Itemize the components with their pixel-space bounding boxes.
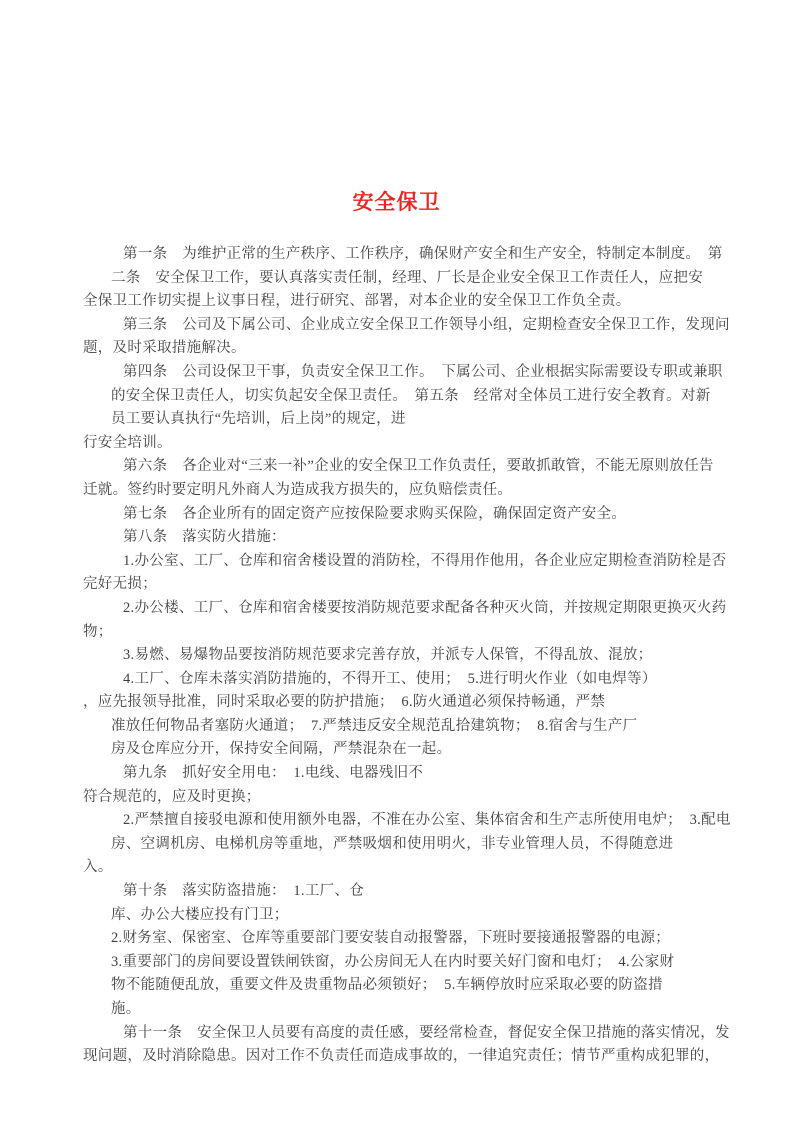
- text-line: 准放任何物品者塞防火通道； 7.严禁违反安全规范乱拾建筑物； 8.宿舍与生产厂: [111, 717, 638, 734]
- text-line: 2.严禁擅自接驳电源和使用额外电器，不准在办公室、集体宿舍和生产志所使用电炉； 3.配电: [123, 812, 731, 829]
- text-line: 行安全培训。: [83, 434, 172, 451]
- text-line: 第七条 各企业所有的固定资产应按保险要求购买保险，确保固定资产安全。: [123, 505, 627, 522]
- text-line: 3.重要部门的房间要设置铁闸铁窗，办公房间无人在内时要关好门窗和电灯； 4.公家财: [111, 953, 675, 970]
- text-line: 现问题，及时消除隐患。因对工作不负责任而造成事故的，一律追究责任；情节严重构成犯罪的，: [83, 1048, 720, 1065]
- text-line: 物不能随便乱放，重要文件及贵重物品必须锁好； 5.车辆停放时应采取必要的防盗措: [111, 977, 663, 994]
- text-line: 第三条 公司及下属公司、企业成立安全保卫工作领导小组，定期检查安全保卫工作，发现问: [123, 316, 730, 333]
- text-line: ，应先报领导批准，同时采取必要的防护措施； 6.防火通道必须保持畅通，严禁: [83, 694, 606, 711]
- text-line: 2.办公楼、工厂、仓库和宿舍楼要按消防规范要求配备各种灭火筒，并按规定期限更换灭火药: [123, 599, 727, 616]
- text-line: 1.办公室、工厂、仓库和宿舍楼设置的消防栓，不得用作他用，各企业应定期检查消防栓是否: [123, 552, 727, 569]
- text-line: 第十条 落实防盗措施： 1.工厂、仓: [123, 883, 365, 900]
- text-line: 全保卫工作切实提上议事日程，进行研究、部署，对本企业的安全保卫工作负全责。: [83, 293, 631, 310]
- text-line: 施。: [111, 1001, 141, 1017]
- text-line: 第十一条 安全保卫人员要有高度的责任感，要经常检查，督促安全保卫措施的落实情况，发: [123, 1024, 730, 1041]
- text-line: 二条 安全保卫工作，要认真落实责任制，经理、厂长是企业安全保卫工作责任人，应把安: [111, 269, 703, 286]
- text-line: 员工要认真执行“先培训，后上岗”的规定，进: [111, 411, 406, 428]
- text-line: 入。: [83, 859, 113, 876]
- text-line: 2.财务室、保密室、仓库等重要部门要安装自动报警器，下班时要接通报警器的电源；: [111, 930, 671, 947]
- text-line: 第四条 公司设保卫干事，负责安全保卫工作。 下属公司、企业根据实际需要设专职或兼职: [123, 363, 723, 380]
- text-line: 第八条 落实防火措施：: [123, 529, 286, 546]
- document-title: 安全保卫: [352, 190, 441, 214]
- text-line: 4.工厂、仓库未落实消防措施的，不得开工、使用； 5.进行明火作业（如电焊等）: [123, 670, 657, 687]
- text-line: 第一条 为维护正常的生产秩序、工作秩序，确保财产安全和生产安全，特制定本制度。 第: [123, 246, 723, 262]
- text-line: 房及仓库应分开，保持安全间隔，严禁混杂在一起。: [111, 741, 452, 758]
- text-line: 3.易燃、易爆物品要按消防规范要求完善存放，并派专人保管，不得乱放、混放；: [123, 647, 653, 664]
- document-body: [83, 243, 731, 1069]
- text-line: 库、办公大楼应投有门卫；: [111, 906, 289, 923]
- text-line: 完好无损；: [83, 576, 157, 593]
- text-line: 第九条 抓好安全用电： 1.电线、电器残旧不: [123, 765, 424, 782]
- text-line: 物；: [83, 623, 113, 640]
- text-line: 符合规范的，应及时更换；: [83, 788, 261, 805]
- text-line: 的安全保卫责任人，切实负起安全保卫责任。 第五条 经常对全体员工进行安全教育。对新: [111, 387, 711, 404]
- text-line: 第六条 各企业对“三来一补”企业的安全保卫工作负责任，要敢抓敢管，不能无原则放任告: [123, 458, 714, 475]
- text-line: 题，及时采取措施解决。: [83, 340, 246, 357]
- text-line: 迁就。签约时要定明凡外商人为造成我方损失的，应负赔偿责任。: [83, 481, 513, 498]
- text-line: 房、空调机房、电梯机房等重地，严禁吸烟和使用明火，非专业管理人员，不得随意进: [111, 835, 674, 852]
